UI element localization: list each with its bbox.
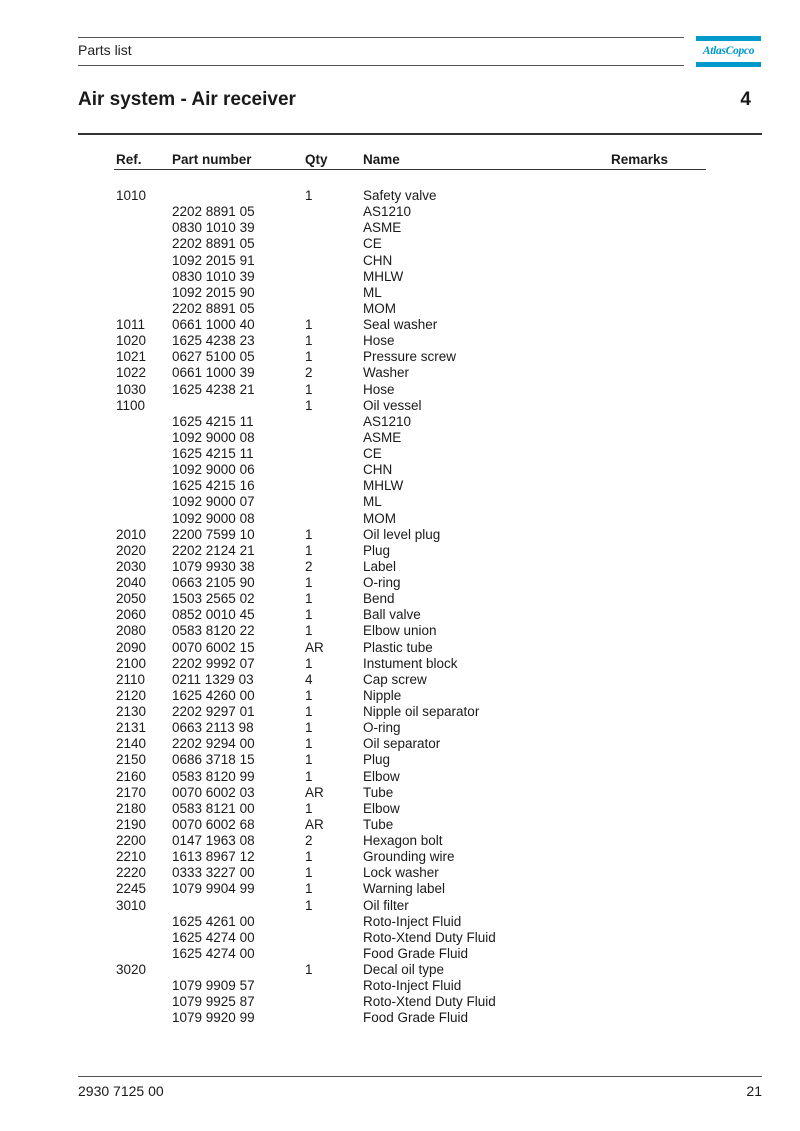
row-name: Washer xyxy=(363,365,410,381)
row-part-number: 0333 3227 00 xyxy=(172,865,255,881)
row-name: Oil filter xyxy=(363,897,409,913)
row-qty: AR xyxy=(305,784,324,800)
table-row xyxy=(0,253,800,269)
row-part-number: 0686 3718 15 xyxy=(172,752,255,768)
row-part-number: 1625 4238 23 xyxy=(172,333,255,349)
table-row xyxy=(0,704,800,720)
row-part-number: 1625 4261 00 xyxy=(172,913,255,929)
row-name: Elbow xyxy=(363,800,400,816)
row-name: Roto-Inject Fluid xyxy=(363,978,462,994)
row-name: Tube xyxy=(363,816,394,832)
row-part-number: 1092 2015 90 xyxy=(172,284,255,300)
row-part-number: 2202 8891 05 xyxy=(172,300,255,316)
row-part-number: 1079 9909 57 xyxy=(172,978,255,994)
row-ref: 2090 xyxy=(116,639,147,655)
row-ref: 1021 xyxy=(116,349,147,365)
row-name: MHLW xyxy=(363,478,404,494)
table-row xyxy=(0,656,800,672)
row-qty: AR xyxy=(305,816,324,832)
table-row xyxy=(0,398,800,414)
table-row xyxy=(0,720,800,736)
row-name: Ball valve xyxy=(363,607,421,623)
table-row xyxy=(0,736,800,752)
row-ref: 1100 xyxy=(116,397,146,413)
table-row xyxy=(0,946,800,962)
section-title: Air system - Air receiver xyxy=(78,89,296,110)
row-ref: 1010 xyxy=(116,188,147,203)
row-name: Tube xyxy=(363,784,394,800)
row-name: Hexagon bolt xyxy=(363,833,443,848)
row-name: Grounding wire xyxy=(363,849,455,865)
table-row xyxy=(0,1010,800,1026)
row-part-number: 1625 4215 11 xyxy=(172,413,254,429)
row-name: Plug xyxy=(363,752,391,768)
row-part-number: 1079 9925 87 xyxy=(172,994,255,1010)
row-part-number: 0211 1329 03 xyxy=(172,671,254,687)
row-name: ML xyxy=(363,494,382,510)
header-bottom-rule xyxy=(78,65,684,66)
row-part-number: 1613 8967 12 xyxy=(172,849,255,865)
table-row xyxy=(0,494,800,510)
row-name: Roto-Xtend Duty Fluid xyxy=(363,994,496,1010)
row-name: Elbow union xyxy=(363,623,437,639)
table-row xyxy=(0,575,800,591)
row-name: Plastic tube xyxy=(363,639,433,655)
footer-page-number: 21 xyxy=(746,1083,762,1099)
section-rule xyxy=(78,133,762,135)
row-qty: 1 xyxy=(305,397,313,413)
row-qty: 1 xyxy=(305,720,313,736)
row-part-number: 0583 8121 00 xyxy=(172,800,255,816)
row-ref: 2180 xyxy=(116,800,147,816)
row-ref: 2040 xyxy=(116,575,147,590)
row-qty: 1 xyxy=(305,575,313,590)
col-header-part-number: Part number xyxy=(172,152,252,167)
row-part-number: 0830 1010 39 xyxy=(172,220,255,236)
row-qty: 1 xyxy=(305,655,313,671)
row-part-number: 0070 6002 03 xyxy=(172,784,255,800)
row-part-number: 0663 2105 90 xyxy=(172,575,255,590)
row-ref: 2030 xyxy=(116,558,147,574)
row-name: MOM xyxy=(363,510,396,526)
row-ref: 2210 xyxy=(116,849,147,865)
table-row xyxy=(0,220,800,236)
row-part-number: 0627 5100 05 xyxy=(172,349,255,365)
row-part-number: 1625 4260 00 xyxy=(172,687,255,703)
row-qty: 1 xyxy=(305,752,313,768)
row-ref: 2190 xyxy=(116,816,147,832)
row-qty: 1 xyxy=(305,381,313,397)
row-ref: 3010 xyxy=(116,897,147,913)
row-name: CHN xyxy=(363,252,393,268)
table-row xyxy=(0,349,800,365)
row-qty: 1 xyxy=(305,591,313,607)
row-part-number: 1079 9904 99 xyxy=(172,881,255,897)
row-qty: 1 xyxy=(305,800,313,816)
row-part-number: 1625 4238 21 xyxy=(172,381,255,397)
table-row xyxy=(0,269,800,285)
row-name: Food Grade Fluid xyxy=(363,945,469,961)
row-name: Oil separator xyxy=(363,736,441,752)
row-part-number: 0070 6002 15 xyxy=(172,639,255,655)
table-row xyxy=(0,527,800,543)
row-name: CE xyxy=(363,446,382,461)
table-row xyxy=(0,688,800,704)
row-name: ASME xyxy=(363,220,402,236)
row-part-number: 0661 1000 40 xyxy=(172,317,255,332)
table-row xyxy=(0,817,800,833)
row-part-number: 0661 1000 39 xyxy=(172,365,255,381)
table-row xyxy=(0,591,800,607)
row-part-number: 0852 0010 45 xyxy=(172,607,255,623)
table-row xyxy=(0,188,800,204)
logo-text: AtlasCopco xyxy=(702,45,755,57)
row-ref: 2130 xyxy=(116,704,147,719)
row-qty: 1 xyxy=(305,881,313,897)
row-part-number: 0070 6002 68 xyxy=(172,816,255,832)
table-row xyxy=(0,446,800,462)
row-ref: 2220 xyxy=(116,865,147,881)
row-part-number: 1092 9000 06 xyxy=(172,462,255,478)
row-ref: 2160 xyxy=(116,768,147,784)
table-row xyxy=(0,204,800,220)
row-ref: 2140 xyxy=(116,736,147,752)
row-part-number: 2200 7599 10 xyxy=(172,526,255,542)
parts-table-body xyxy=(0,188,800,1027)
row-ref: 2100 xyxy=(116,655,147,671)
row-name: Elbow xyxy=(363,768,400,784)
row-ref: 2120 xyxy=(116,687,147,703)
row-name: Decal oil type xyxy=(363,962,445,977)
row-qty: 1 xyxy=(305,349,313,365)
table-row xyxy=(0,511,800,527)
row-name: CHN xyxy=(363,462,393,478)
table-row xyxy=(0,640,800,656)
row-part-number: 1503 2565 02 xyxy=(172,591,255,607)
table-row xyxy=(0,623,800,639)
row-ref: 2060 xyxy=(116,607,147,623)
row-ref: 1022 xyxy=(116,365,147,381)
row-part-number: 1625 4215 16 xyxy=(172,478,255,494)
row-name: Roto-Inject Fluid xyxy=(363,913,462,929)
row-ref: 2150 xyxy=(116,752,147,768)
row-part-number: 2202 9294 00 xyxy=(172,736,255,752)
row-name: Nipple xyxy=(363,687,402,703)
table-row xyxy=(0,865,800,881)
row-ref: 2110 xyxy=(116,671,146,687)
row-name: Hose xyxy=(363,381,395,397)
table-row xyxy=(0,801,800,817)
row-part-number: 2202 9297 01 xyxy=(172,704,255,719)
footer-rule xyxy=(78,1076,762,1077)
row-name: MHLW xyxy=(363,268,404,284)
section-number: 4 xyxy=(740,89,751,110)
row-ref: 2010 xyxy=(116,526,147,542)
table-row xyxy=(0,994,800,1010)
table-row xyxy=(0,478,800,494)
row-ref: 2170 xyxy=(116,784,147,800)
row-ref: 2020 xyxy=(116,542,147,558)
row-name: O-ring xyxy=(363,720,401,736)
row-part-number: 2202 9992 07 xyxy=(172,655,255,671)
col-header-ref: Ref. xyxy=(116,152,142,167)
table-row xyxy=(0,607,800,623)
atlas-copco-logo xyxy=(696,36,761,67)
row-name: AS1210 xyxy=(363,413,412,429)
row-name: MOM xyxy=(363,300,396,316)
row-ref: 2080 xyxy=(116,623,147,639)
row-ref: 2131 xyxy=(116,720,147,736)
row-qty: 1 xyxy=(305,849,313,865)
table-row xyxy=(0,914,800,930)
row-part-number: 1092 9000 07 xyxy=(172,494,255,510)
row-qty: 1 xyxy=(305,704,313,719)
col-header-name: Name xyxy=(363,152,400,167)
row-name: Oil level plug xyxy=(363,526,441,542)
row-qty: 1 xyxy=(305,333,313,349)
table-row xyxy=(0,785,800,801)
row-name: Plug xyxy=(363,542,391,558)
row-qty: 4 xyxy=(305,671,313,687)
row-name: Pressure screw xyxy=(363,349,457,365)
col-header-remarks: Remarks xyxy=(611,152,669,167)
table-row xyxy=(0,365,800,381)
table-header-rule xyxy=(114,169,706,170)
row-part-number: 0147 1963 08 xyxy=(172,833,255,848)
row-part-number: 0583 8120 22 xyxy=(172,623,255,639)
row-name: Bend xyxy=(363,591,395,607)
row-ref: 2050 xyxy=(116,591,147,607)
row-qty: 1 xyxy=(305,188,313,203)
row-name: O-ring xyxy=(363,575,401,590)
row-part-number: 1092 9000 08 xyxy=(172,510,255,526)
row-qty: 2 xyxy=(305,833,313,848)
row-qty: 1 xyxy=(305,542,313,558)
row-qty: 1 xyxy=(305,865,313,881)
row-qty: AR xyxy=(305,639,324,655)
row-name: Hose xyxy=(363,333,395,349)
row-qty: 1 xyxy=(305,687,313,703)
row-name: Food Grade Fluid xyxy=(363,1010,469,1026)
table-row xyxy=(0,881,800,897)
row-ref: 1020 xyxy=(116,333,147,349)
table-row xyxy=(0,462,800,478)
row-part-number: 0663 2113 98 xyxy=(172,720,254,736)
row-qty: 1 xyxy=(305,736,313,752)
footer-document-number: 2930 7125 00 xyxy=(78,1083,164,1099)
table-row xyxy=(0,559,800,575)
table-row xyxy=(0,317,800,333)
table-row xyxy=(0,236,800,252)
col-header-qty: Qty xyxy=(305,152,328,167)
table-row xyxy=(0,414,800,430)
row-ref: 3020 xyxy=(116,962,147,977)
row-name: ASME xyxy=(363,429,402,445)
row-qty: 1 xyxy=(305,897,313,913)
table-row xyxy=(0,752,800,768)
row-ref: 1011 xyxy=(116,317,146,332)
table-row xyxy=(0,898,800,914)
row-name: Lock washer xyxy=(363,865,439,881)
row-name: Label xyxy=(363,558,397,574)
row-part-number: 1625 4215 11 xyxy=(172,446,254,461)
table-row xyxy=(0,930,800,946)
row-name: Warning label xyxy=(363,881,446,897)
row-qty: 2 xyxy=(305,365,313,381)
row-ref: 2245 xyxy=(116,881,147,897)
table-row xyxy=(0,833,800,849)
row-part-number: 1079 9930 38 xyxy=(172,558,255,574)
table-row xyxy=(0,430,800,446)
row-part-number: 0583 8120 99 xyxy=(172,768,255,784)
row-part-number: 2202 8891 05 xyxy=(172,204,255,220)
row-part-number: 1092 2015 91 xyxy=(172,252,255,268)
row-name: AS1210 xyxy=(363,204,412,220)
table-row xyxy=(0,333,800,349)
row-qty: 1 xyxy=(305,962,313,977)
row-ref: 1030 xyxy=(116,381,147,397)
logo-top-bar xyxy=(696,36,761,41)
row-qty: 1 xyxy=(305,607,313,623)
row-name: Safety valve xyxy=(363,188,437,203)
row-qty: 1 xyxy=(305,317,313,332)
row-ref: 2200 xyxy=(116,833,147,848)
row-name: Instument block xyxy=(363,655,458,671)
row-part-number: 1092 9000 08 xyxy=(172,429,255,445)
row-name: Seal washer xyxy=(363,317,438,332)
table-row xyxy=(0,978,800,994)
table-row xyxy=(0,849,800,865)
row-name: Cap screw xyxy=(363,671,427,687)
table-row xyxy=(0,543,800,559)
table-row xyxy=(0,962,800,978)
row-name: Oil vessel xyxy=(363,397,422,413)
row-part-number: 2202 2124 21 xyxy=(172,542,255,558)
logo-bottom-bar xyxy=(696,62,761,67)
row-name: Roto-Xtend Duty Fluid xyxy=(363,929,496,945)
header-top-rule xyxy=(78,37,684,38)
table-row xyxy=(0,285,800,301)
table-row xyxy=(0,672,800,688)
header-title: Parts list xyxy=(78,42,132,58)
table-row xyxy=(0,301,800,317)
row-part-number: 0830 1010 39 xyxy=(172,268,255,284)
row-qty: 2 xyxy=(305,558,313,574)
row-part-number: 1625 4274 00 xyxy=(172,929,255,945)
row-name: CE xyxy=(363,236,382,252)
row-qty: 1 xyxy=(305,526,313,542)
table-row xyxy=(0,382,800,398)
row-name: ML xyxy=(363,284,382,300)
row-part-number: 1079 9920 99 xyxy=(172,1010,255,1026)
row-part-number: 2202 8891 05 xyxy=(172,236,255,252)
row-part-number: 1625 4274 00 xyxy=(172,945,255,961)
row-name: Nipple oil separator xyxy=(363,704,480,719)
row-qty: 1 xyxy=(305,768,313,784)
row-qty: 1 xyxy=(305,623,313,639)
table-row xyxy=(0,769,800,785)
